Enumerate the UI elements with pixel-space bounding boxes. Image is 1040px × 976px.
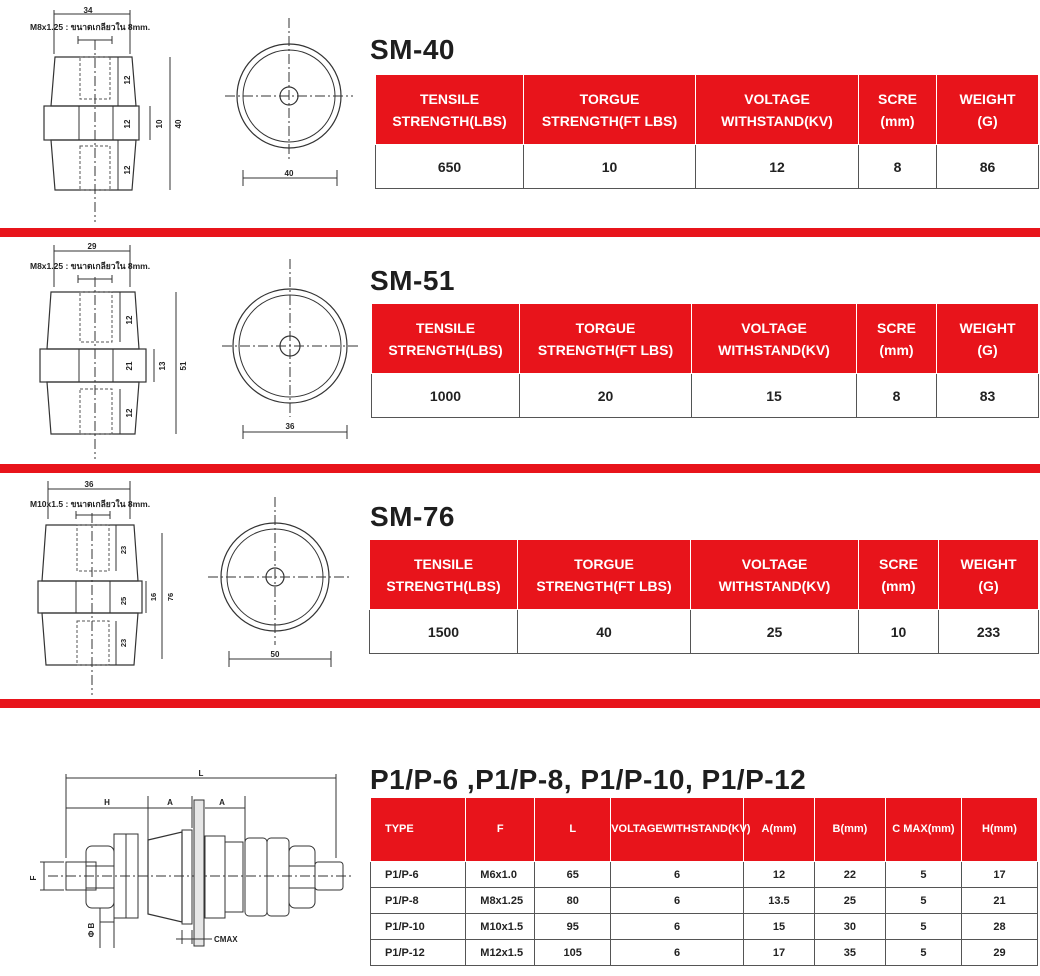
spec-table — [375, 74, 1039, 189]
section-sm-40 — [0, 0, 1040, 228]
cell-h: 28 — [961, 914, 1037, 940]
header-torgue: TORGUE STRENGTH(FT LBS) — [524, 75, 696, 145]
header-type: TYPE — [371, 798, 466, 862]
header-scre: SCRE (mm) — [859, 75, 937, 145]
dim-seg-bot: 12 — [125, 408, 134, 418]
value-tensile: 1000 — [372, 374, 520, 418]
value-torgue: 40 — [518, 610, 691, 654]
cell-voltage: 6 — [611, 914, 744, 940]
dim-seg-top: 12 — [123, 75, 132, 85]
cell-voltage: 6 — [611, 862, 744, 888]
cell-cmax: 5 — [885, 914, 961, 940]
value-torgue: 20 — [520, 374, 692, 418]
spec-header-row — [372, 304, 1039, 374]
thread-note: M8x1.25 : ขนาดเกลียวใน 8mm. — [30, 22, 151, 32]
table-row — [371, 914, 1038, 940]
cell-l: 80 — [535, 888, 611, 914]
cell-a: 13.5 — [744, 888, 815, 914]
value-tensile: 1500 — [370, 610, 518, 654]
cell-type: P1/P-6 — [371, 862, 466, 888]
dim-top-width: 36 — [84, 480, 94, 489]
dim-seg-top: 23 — [119, 545, 128, 555]
cell-l: 65 — [535, 862, 611, 888]
cell-l: 95 — [535, 914, 611, 940]
dim-mid-height: 10 — [155, 119, 164, 129]
p-header-row — [371, 798, 1038, 862]
header-voltage: VOLTAGE WITHSTAND(KV) — [691, 540, 859, 610]
divider-red-bar — [0, 464, 1040, 473]
cell-cmax: 5 — [885, 888, 961, 914]
header-b: B(mm) — [814, 798, 885, 862]
header-f: F — [466, 798, 535, 862]
cell-f: M10x1.5 — [466, 914, 535, 940]
dim-top-width: 34 — [83, 6, 93, 15]
header-scre: SCRE (mm) — [857, 304, 937, 374]
cell-b: 25 — [814, 888, 885, 914]
header-a: A(mm) — [744, 798, 815, 862]
value-voltage: 25 — [691, 610, 859, 654]
value-torgue: 10 — [524, 145, 696, 189]
dim-mid-height: 16 — [149, 592, 158, 602]
header-weight: WEIGHT (G) — [937, 304, 1039, 374]
header-l: L — [535, 798, 611, 862]
header-scre: SCRE (mm) — [859, 540, 939, 610]
p-series-technical-drawing — [0, 708, 360, 976]
divider-red-bar — [0, 228, 1040, 237]
spec-header-row — [370, 540, 1039, 610]
header-tensile: TENSILE STRENGTH(LBS) — [376, 75, 524, 145]
dim-seg-mid: 12 — [123, 119, 132, 129]
table-row — [371, 940, 1038, 966]
table-row — [371, 862, 1038, 888]
p-series-table — [370, 797, 1038, 966]
thread-note: M10x1.5 : ขนาดเกลียวใน 8mm. — [30, 499, 151, 509]
cell-f: M12x1.5 — [466, 940, 535, 966]
cell-cmax: 5 — [885, 862, 961, 888]
table-row — [371, 888, 1038, 914]
dim-phi-B: Φ B — [87, 922, 96, 938]
header-tensile: TENSILE STRENGTH(LBS) — [370, 540, 518, 610]
value-weight: 86 — [937, 145, 1039, 189]
value-weight: 233 — [939, 610, 1039, 654]
dim-diameter: 40 — [284, 169, 294, 178]
dim-total-height: 40 — [174, 119, 183, 129]
cell-h: 29 — [961, 940, 1037, 966]
dim-mid-height: 13 — [158, 361, 167, 371]
dim-F: F — [29, 875, 38, 881]
cell-cmax: 5 — [885, 940, 961, 966]
dim-CMAX: CMAX — [214, 935, 238, 944]
header-voltage: VOLTAGE WITHSTAND(KV) — [696, 75, 859, 145]
cell-f: M8x1.25 — [466, 888, 535, 914]
section-sm-51 — [0, 237, 1040, 464]
header-voltage: VOLTAGEWITHSTAND(KV) — [611, 798, 744, 862]
dim-seg-bot: 12 — [123, 165, 132, 175]
spec-table — [369, 539, 1039, 654]
section-p-series — [0, 708, 1040, 976]
cell-type: P1/P-8 — [371, 888, 466, 914]
dim-L: L — [198, 769, 204, 778]
header-tensile: TENSILE STRENGTH(LBS) — [372, 304, 520, 374]
value-scre: 10 — [859, 610, 939, 654]
dim-H: H — [104, 798, 110, 807]
sm-40-technical-drawing — [0, 0, 360, 228]
header-voltage: VOLTAGE WITHSTAND(KV) — [692, 304, 857, 374]
header-torgue: TORGUE STRENGTH(FT LBS) — [520, 304, 692, 374]
header-weight: WEIGHT (G) — [939, 540, 1039, 610]
dim-diameter: 36 — [285, 422, 295, 431]
dim-seg-mid: 21 — [125, 361, 134, 371]
section-sm-76 — [0, 473, 1040, 699]
model-title: SM-76 — [370, 501, 455, 532]
spec-value-row — [370, 610, 1039, 654]
spec-table — [371, 303, 1039, 418]
model-title: SM-51 — [370, 265, 455, 296]
cell-h: 21 — [961, 888, 1037, 914]
dim-total-height: 51 — [179, 361, 188, 371]
dim-diameter: 50 — [270, 650, 280, 659]
dim-seg-mid: 25 — [119, 596, 128, 606]
header-h: H(mm) — [961, 798, 1037, 862]
cell-type: P1/P-12 — [371, 940, 466, 966]
cell-b: 35 — [814, 940, 885, 966]
sm-51-technical-drawing — [0, 237, 360, 464]
cell-voltage: 6 — [611, 888, 744, 914]
spec-value-row — [376, 145, 1039, 189]
header-torgue: TORGUE STRENGTH(FT LBS) — [518, 540, 691, 610]
dim-top-width: 29 — [87, 242, 97, 251]
dim-seg-bot: 23 — [119, 638, 128, 648]
model-title: SM-40 — [370, 34, 455, 65]
cell-a: 12 — [744, 862, 815, 888]
cell-type: P1/P-10 — [371, 914, 466, 940]
value-scre: 8 — [857, 374, 937, 418]
cell-b: 30 — [814, 914, 885, 940]
header-weight: WEIGHT (G) — [937, 75, 1039, 145]
divider-red-bar — [0, 699, 1040, 708]
spec-value-row — [372, 374, 1039, 418]
dim-total-height: 76 — [166, 592, 175, 602]
spec-header-row — [376, 75, 1039, 145]
value-voltage: 12 — [696, 145, 859, 189]
dim-seg-top: 12 — [125, 315, 134, 325]
value-scre: 8 — [859, 145, 937, 189]
thread-note: M8x1.25 : ขนาดเกลียวใน 8mm. — [30, 261, 151, 271]
dim-A-left: A — [167, 798, 173, 807]
cell-voltage: 6 — [611, 940, 744, 966]
value-tensile: 650 — [376, 145, 524, 189]
value-weight: 83 — [937, 374, 1039, 418]
cell-l: 105 — [535, 940, 611, 966]
sm-76-technical-drawing — [0, 473, 360, 699]
cell-a: 17 — [744, 940, 815, 966]
header-cmax: C MAX(mm) — [885, 798, 961, 862]
value-voltage: 15 — [692, 374, 857, 418]
cell-h: 17 — [961, 862, 1037, 888]
cell-f: M6x1.0 — [466, 862, 535, 888]
p-series-title: P1/P-6 ,P1/P-8, P1/P-10, P1/P-12 — [370, 764, 807, 795]
dim-A-right: A — [219, 798, 225, 807]
cell-a: 15 — [744, 914, 815, 940]
cell-b: 22 — [814, 862, 885, 888]
